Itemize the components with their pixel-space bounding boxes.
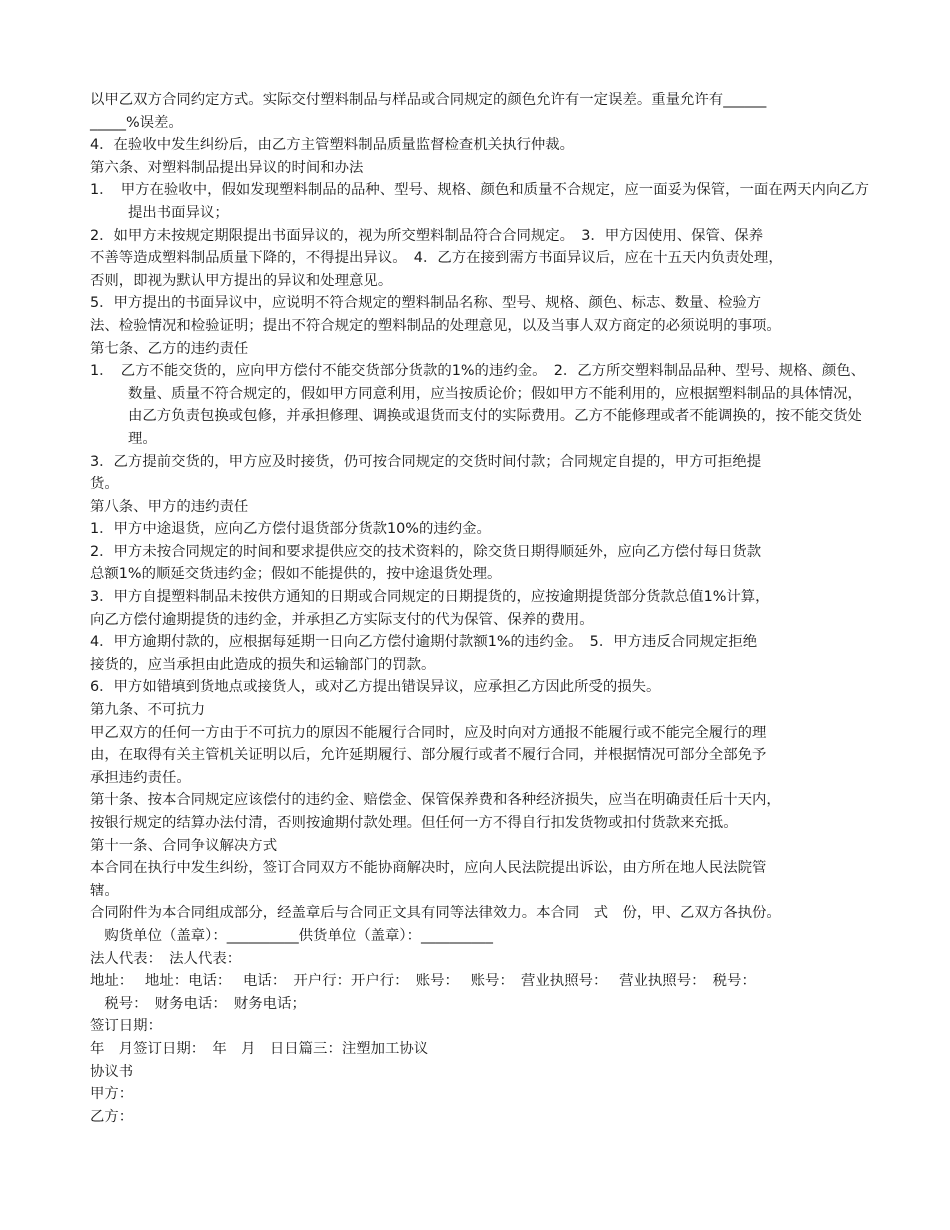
contact-line: 税号： 财务电话： 财务电话； (90, 995, 306, 1012)
document-body (90, 89, 870, 1128)
text-line: 6．甲方如错填到货地点或接货人，或对乙方提出错误异议，应承担乙方因此所受的损失。 (90, 679, 661, 696)
section-heading: 第十一条、合同争议解决方式 (90, 837, 278, 854)
text-line: 1．甲方中途退货，应向乙方偿付退货部分货款10%的违约金。 (90, 521, 491, 538)
text-line: 辖。 (90, 882, 119, 899)
text-paragraph: 1． 乙方不能交货的，应向甲方偿付不能交货部分货款的1%的违约金。 2．乙方所交塑料制品品种、型号、规格、颜色、数量、质量不符合规定的，假如甲方同意利用，应当按质论价；假如甲方不能利用的，应根据塑料制品的具体情况，由乙方负责包换或包修，并承担修理、调换或退货而支付的实际费用。乙方不能修理或者不能调换的，按不能交货处理。 (90, 363, 866, 447)
section-heading: 第六条、对塑料制品提出异议的时间和办法 (90, 159, 364, 176)
text-line: 按银行规定的结算办法付清，否则按逾期付款处理。但任何一方不得自行扣发货物或扣付货款来充抵。 (90, 815, 738, 831)
text-line: 本合同在执行中发生纠纷，签订合同双方不能协商解决时，应向人民法院提出诉讼，由方所在地人民法院管 (90, 860, 767, 877)
text-line: 5．甲方提出的书面异议中，应说明不符合规定的塑料制品名称、型号、规格、颜色、标志、数量、检验方 (90, 295, 762, 312)
text-line: 法、检验情况和检验证明；提出不符合规定的塑料制品的处理意见，以及当事人双方商定的必须说明的事项。 (90, 317, 781, 334)
text-line: 2．甲方未按合同规定的时间和要求提供应交的技术资料的，除交货日期得顺延外，应向乙方偿付每日货款 (90, 543, 762, 560)
text-line: 3．甲方自提塑料制品未按供方通知的日期或合同规定的日期提货的，应按逾期提货部分货款总值1%计算， (90, 589, 770, 606)
text-line: 4．甲方逾期付款的，应根据每延期一日向乙方偿付逾期付款额1%的违约金。 5．甲方违反合同规定拒绝 (90, 634, 758, 651)
text-line: 向乙方偿付逾期提货的违约金，并承担乙方实际支付的代为保管、保养的费用。 (90, 611, 594, 628)
contact-line: 地址： 地址：电话： 电话： 开户行：开户行： 账号： 账号： 营业执照号： 营业执照号： 税号： (90, 973, 756, 990)
party-line: 乙方： (90, 1108, 134, 1125)
section-heading: 协议书 (90, 1063, 134, 1080)
text-line: 2．如甲方未按规定期限提出书面异议的，视为所交塑料制品符合合同规定。 3．甲方因使用、保管、保养 (90, 227, 764, 244)
text-line: 货。 (90, 476, 119, 493)
text-line: 由，在取得有关主管机关证明以后，允许延期履行、部分履行或者不履行合同，并根据情况可部分全部免予 (90, 747, 767, 764)
text-paragraph: 1． 甲方在验收中，假如发现塑料制品的品种、型号、规格、颜色和质量不合规定，应一面妥为保管，一面在两天内向乙方提出书面异议； (90, 182, 870, 221)
text-line: 接货的，应当承担由此造成的损失和运输部门的罚款。 (90, 656, 436, 673)
section-heading: 第九条、不可抗力 (90, 702, 206, 719)
signature-line: 法人代表： 法人代表： (90, 950, 242, 967)
section-heading: 第八条、甲方的违约责任 (90, 498, 249, 515)
text-line: 以甲乙双方合同约定方式。实际交付塑料制品与样品或合同规定的颜色允许有一定误差。重量允许有______ (90, 92, 767, 108)
text-line: 不善等造成塑料制品质量下降的，不得提出异议。 4．乙方在接到需方书面异议后，应在十五天内负责处理， (90, 250, 783, 267)
text-line: 3．乙方提前交货的，甲方应及时接货，仍可按合同规定的交货时间付款；合同规定自提的，甲方可拒绝提 (90, 453, 762, 470)
text-line: 承担违约责任。 (90, 769, 191, 786)
text-line: 甲乙双方的任何一方由于不可抗力的原因不能履行合同时，应及时向对方通报不能履行或不能完全履行的理 (90, 724, 767, 741)
party-line: 甲方： (90, 1086, 134, 1103)
text-line: 合同附件为本合同组成部分，经盖章后与合同正文具有同等法律效力。本合同 式 份，甲、乙双方各执份。 (90, 905, 781, 922)
text-line: 4．在验收中发生纠纷后，由乙方主管塑料制品质量监督检查机关执行仲裁。 (90, 137, 575, 154)
date-line: 签订日期： (90, 1018, 162, 1035)
section-heading: 第七条、乙方的违约责任 (90, 340, 249, 357)
signature-line: 购货单位（盖章）：__________供货单位（盖章）：__________ (90, 927, 493, 944)
text-line: 总额1%的顺延交货违约金；假如不能提供的，按中途退货处理。 (90, 566, 502, 583)
text-line: 第十条、按本合同规定应该偿付的违约金、赔偿金、保管保养费和各种经济损失，应当在明确责任后十天内， (90, 792, 781, 809)
text-line: _____%误差。 (90, 114, 183, 131)
date-line: 年 月签订日期： 年 月 日日篇三：注塑加工协议 (90, 1040, 429, 1057)
text-line: 否则，即视为默认甲方提出的异议和处理意见。 (90, 272, 393, 289)
